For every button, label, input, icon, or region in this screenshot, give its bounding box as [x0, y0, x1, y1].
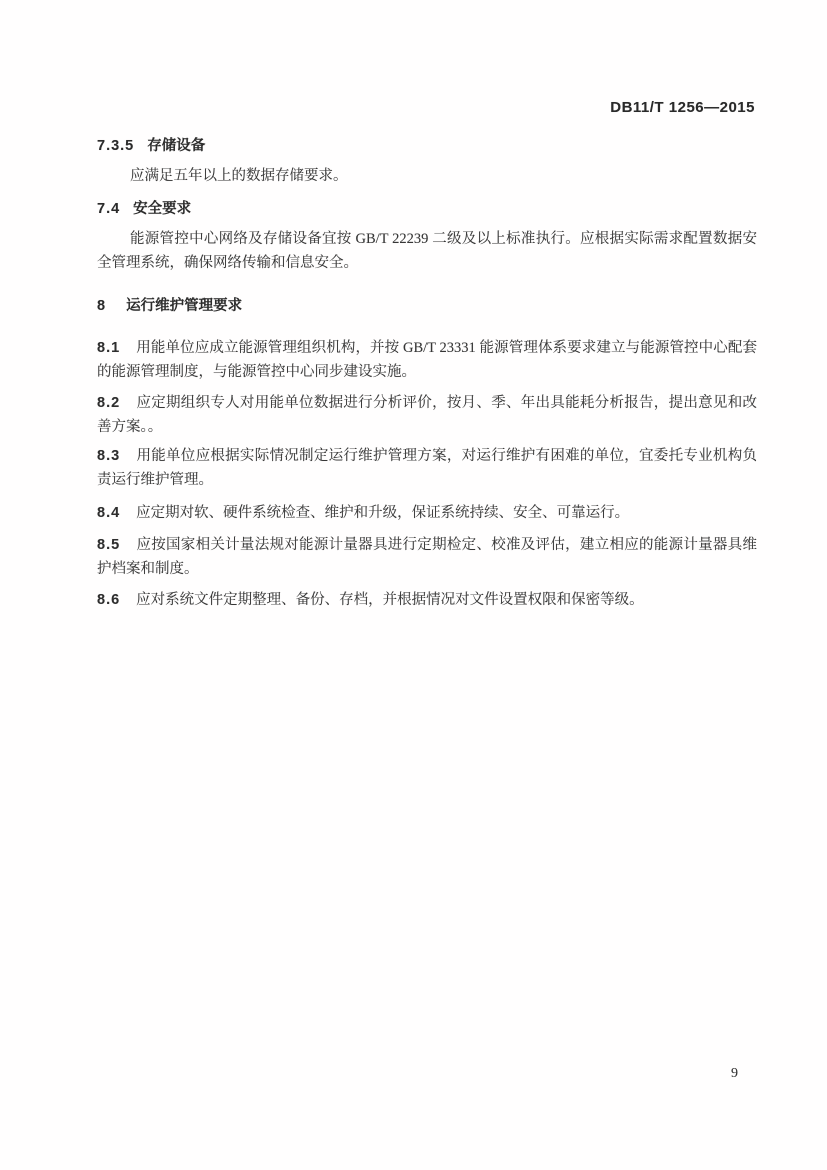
- section-number: 7.3.5: [97, 138, 135, 154]
- clause-number: 8.4: [97, 505, 121, 521]
- clause-text: 应定期对软、硬件系统检查、维护和升级，保证系统持续、安全、可靠运行。: [136, 505, 630, 521]
- standard-number-header: DB11/T 1256—2015: [610, 99, 755, 116]
- clause-8-2: [97, 392, 757, 439]
- clause-text: 应按国家相关计量法规对能源计量器具进行定期检定、校准及评估，建立相应的能源计量器具维护档案和制度。: [97, 537, 757, 577]
- clause-text: 用能单位应根据实际情况制定运行维护管理方案，对运行维护有困难的单位，宜委托专业机构负责运行维护管理。: [97, 448, 757, 488]
- clause-8-6: [97, 589, 757, 613]
- paragraph-storage-requirement: 应满足五年以上的数据存储要求。: [130, 168, 348, 184]
- clause-text: 应对系统文件定期整理、备份、存档，并根据情况对文件设置权限和保密等级。: [136, 592, 644, 608]
- clause-8-1: [97, 337, 757, 384]
- page-number: 9: [731, 1066, 738, 1081]
- clause-text: 应定期组织专人对用能单位数据进行分析评价，按月、季、年出具能耗分析报告，提出意见和改善方案。。: [97, 395, 757, 435]
- section-number: 7.4: [97, 201, 121, 217]
- clause-8-4: [97, 502, 757, 526]
- document-body: [97, 0, 757, 1170]
- clause-text: 用能单位应成立能源管理组织机构，并按 GB/T 23331 能源管理体系要求建立与能源管控中心配套的能源管理制度，与能源管控中心同步建设实施。: [97, 340, 757, 380]
- section-heading-7-3-5: [97, 135, 757, 159]
- clause-8-3: [97, 445, 757, 492]
- clause-number: 8.2: [97, 395, 121, 411]
- section-heading-8: [97, 295, 757, 319]
- clause-8-5: [97, 534, 757, 581]
- section-title: 存储设备: [147, 138, 206, 154]
- section-number: 8: [97, 298, 107, 314]
- clause-number: 8.5: [97, 537, 121, 553]
- paragraph-security-requirement: 能源管控中心网络及存储设备宜按 GB/T 22239 二级及以上标准执行。应根据实际需求配置数据安全管理系统，确保网络传输和信息安全。: [97, 231, 757, 271]
- section-title: 安全要求: [133, 201, 192, 217]
- clause-number: 8.6: [97, 592, 121, 608]
- section-title: 运行维护管理要求: [126, 298, 243, 314]
- clause-number: 8.1: [97, 340, 121, 356]
- section-heading-7-4: [97, 198, 757, 222]
- clause-number: 8.3: [97, 448, 121, 464]
